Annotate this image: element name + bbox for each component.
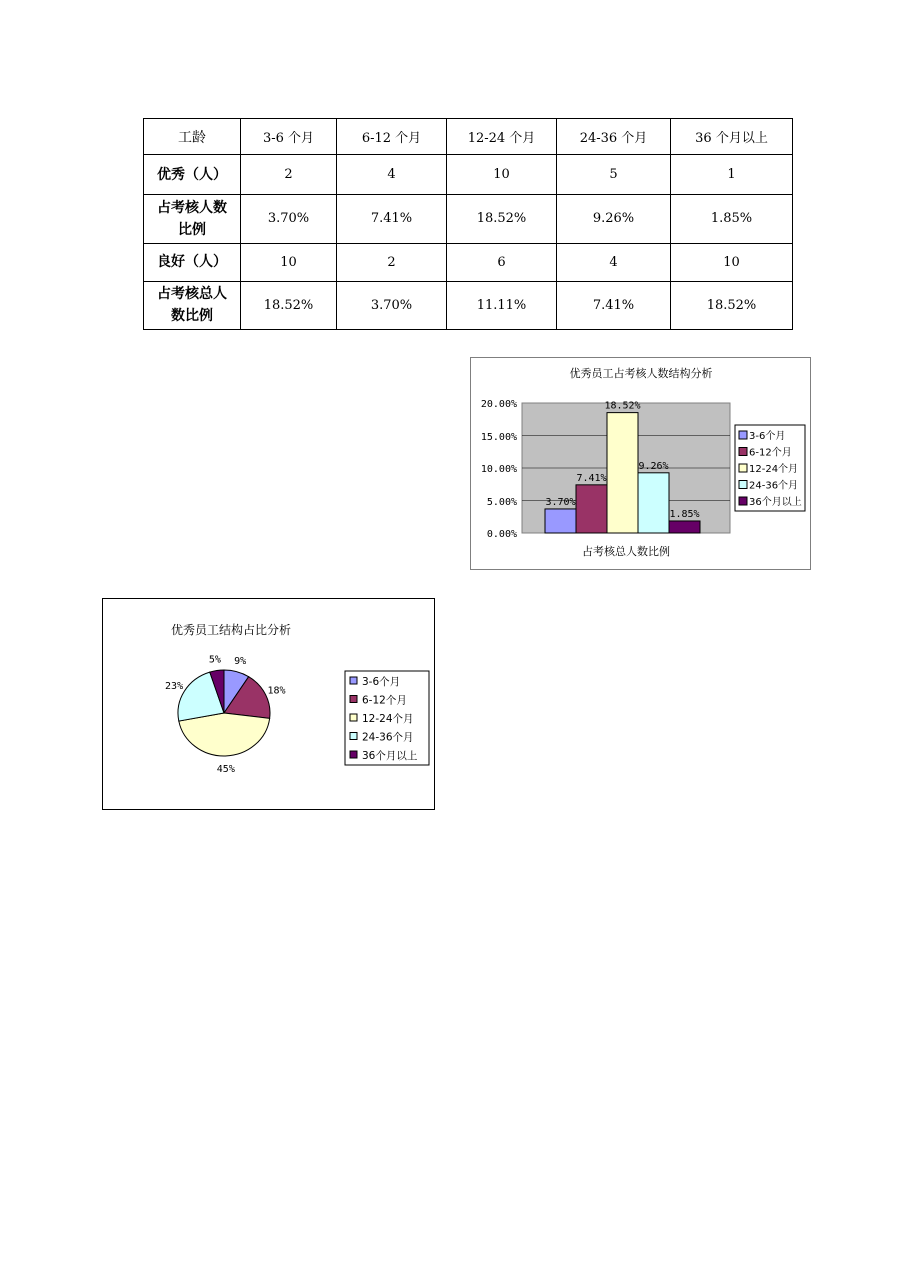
legend-swatch: [350, 696, 357, 703]
row-label: 优秀（人）: [144, 155, 241, 195]
bar-value-label: 18.52%: [604, 400, 641, 412]
table-cell: 10: [447, 155, 557, 195]
y-tick-label: 5.00%: [486, 497, 517, 508]
row-label: [144, 195, 241, 243]
table-cell: 5: [557, 155, 671, 195]
table-row: [144, 155, 793, 195]
table-cell: 11.11%: [447, 281, 557, 329]
pie-slice: [179, 713, 270, 756]
bar: [607, 413, 638, 533]
legend-swatch: [350, 714, 357, 721]
table-cell: 18.52%: [241, 281, 337, 329]
y-tick-label: 15.00%: [480, 432, 517, 443]
legend-label: 24-36个月: [749, 480, 799, 492]
pie-slices: [178, 670, 270, 756]
bar-x-axis-label: 占考核总人数比例: [582, 545, 670, 558]
row-label: [144, 281, 241, 329]
table-row: [144, 195, 793, 243]
legend-swatch: [739, 481, 747, 489]
bar: [669, 521, 700, 533]
table-cell: 3.70%: [337, 281, 447, 329]
legend-swatch: [350, 733, 357, 740]
pie-chart: [103, 599, 434, 809]
legend-swatch: [350, 751, 357, 758]
y-tick-label: 0.00%: [486, 529, 517, 540]
legend-label: 3-6个月: [749, 431, 786, 442]
table-header-row: [144, 119, 793, 155]
table-cell: 9.26%: [557, 195, 671, 243]
header-cell-tenure: 工龄: [144, 119, 241, 155]
table-row: [144, 281, 793, 329]
table-cell: 4: [337, 155, 447, 195]
bar: [576, 485, 607, 533]
table-cell: 18.52%: [447, 195, 557, 243]
table-cell: 18.52%: [671, 281, 793, 329]
table-cell: 10: [241, 243, 337, 281]
pie-slice-label: 9%: [234, 656, 247, 668]
row-label-line: 占考核人数: [157, 199, 227, 216]
bar-value-label: 1.85%: [669, 508, 700, 520]
bar-chart: [471, 358, 810, 569]
legend-swatch: [739, 497, 747, 505]
table-cell: 3.70%: [241, 195, 337, 243]
legend-label: 6-12个月: [749, 447, 792, 459]
header-cell: 36 个月以上: [671, 119, 793, 155]
legend-label: 6-12个月: [362, 694, 407, 707]
legend-label: 3-6个月: [362, 676, 401, 688]
legend-swatch: [350, 677, 357, 684]
table-row: [144, 243, 793, 281]
table-cell: 2: [241, 155, 337, 195]
legend-label: 36个月以上: [749, 497, 802, 508]
legend-swatch: [739, 464, 747, 472]
bar: [545, 509, 576, 533]
row-label-line: 比例: [178, 221, 206, 238]
table-cell: 7.41%: [557, 281, 671, 329]
y-tick-label: 10.00%: [480, 464, 517, 475]
pie-slice-label: 23%: [165, 681, 184, 693]
table-cell: 4: [557, 243, 671, 281]
pie-slice-label: 45%: [216, 763, 235, 775]
bar-chart-frame: [470, 357, 811, 570]
bar-y-axis: [481, 399, 517, 540]
bar-chart-title: 优秀员工占考核人数结构分析: [569, 367, 713, 380]
legend-label: 36个月以上: [362, 750, 418, 762]
table-cell: 1: [671, 155, 793, 195]
legend-label: 12-24个月: [362, 713, 414, 725]
bar-value-label: 9.26%: [638, 460, 669, 472]
table-cell: 1.85%: [671, 195, 793, 243]
table-cell: 6: [447, 243, 557, 281]
bar-value-label: 3.70%: [545, 496, 576, 508]
pie-slice-label: 5%: [208, 654, 221, 666]
table-cell: 10: [671, 243, 793, 281]
bar: [638, 473, 669, 533]
pie-chart-frame: [102, 598, 435, 810]
bar-value-label: 7.41%: [576, 472, 607, 484]
tenure-table: [143, 118, 793, 330]
row-label: 良好（人）: [144, 243, 241, 281]
legend-swatch: [739, 431, 747, 439]
row-label-line: 数比例: [171, 308, 213, 325]
pie-chart-title: 优秀员工结构占比分析: [170, 623, 292, 637]
table-cell: 7.41%: [337, 195, 447, 243]
y-tick-label: 20.00%: [480, 399, 517, 410]
header-cell: 6-12 个月: [337, 119, 447, 155]
pie-slice-label: 18%: [267, 685, 286, 697]
legend-swatch: [739, 448, 747, 456]
header-cell: 12-24 个月: [447, 119, 557, 155]
legend-label: 12-24个月: [749, 464, 799, 475]
table-cell: 2: [337, 243, 447, 281]
header-cell: 24-36 个月: [557, 119, 671, 155]
header-cell: 3-6 个月: [241, 119, 337, 155]
legend-label: 24-36个月: [362, 731, 414, 744]
row-label-line: 占考核总人: [157, 286, 227, 303]
